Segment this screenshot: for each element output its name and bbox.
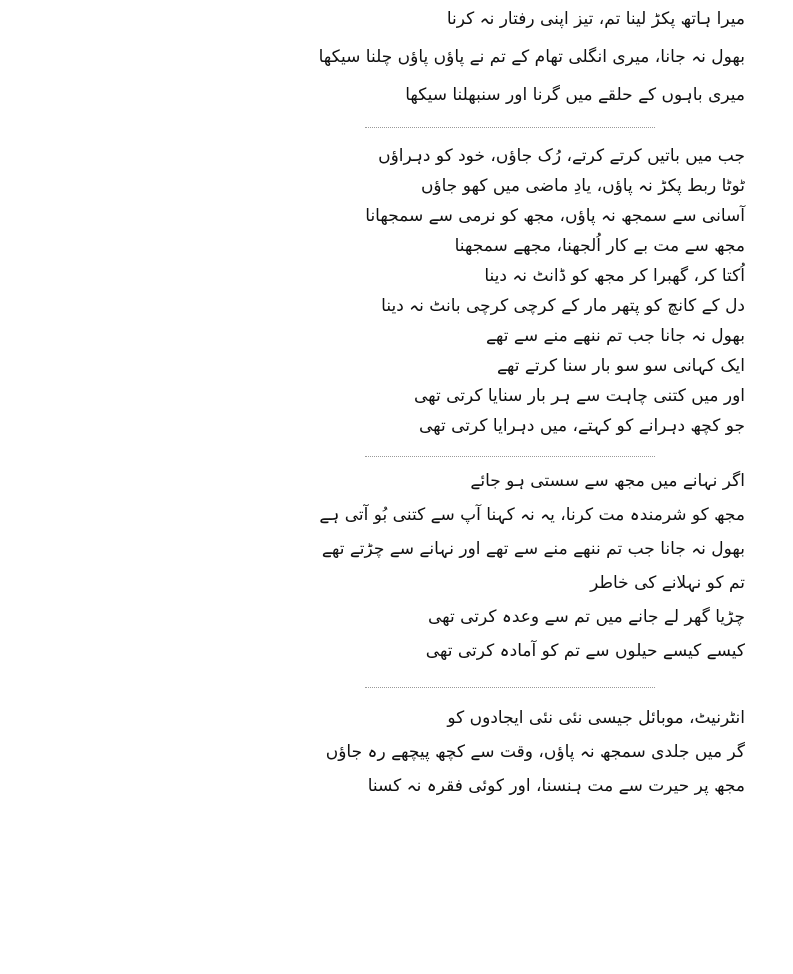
poem-line: تم کو نہلانے کی خاطر — [590, 573, 745, 593]
poem-line: بھول نہ جانا جب تم ننھے منے سے تھے — [485, 326, 745, 346]
stanza-1 — [318, 0, 745, 105]
poem-line: ٹوٹا ربط پکڑ نہ پاؤں، یادِ ماضی میں کھو جاؤں — [420, 176, 745, 196]
poem-line: بھول نہ جانا جب تم ننھے منے سے تھے اور نہانے سے چڑتے تھے — [321, 539, 745, 559]
poem-line: ایک کہانی سو سو بار سنا کرتے تھے — [496, 356, 745, 376]
stanza-4 — [325, 688, 745, 796]
poem-line: دل کے کانچ کو پتھر مار کے کرچی کرچی بانٹ نہ دینا — [381, 296, 745, 316]
poem-line: اور میں کتنی چاہت سے ہر بار سنایا کرتی تھی — [413, 386, 745, 406]
poem-line: چڑیا گھر لے جانے میں تم سے وعدہ کرتی تھی — [427, 607, 745, 627]
poem-line: میرا ہاتھ پکڑ لینا تم، تیز اپنی رفتار نہ کرنا — [446, 9, 745, 29]
stanza-3 — [319, 457, 745, 661]
poem-line: میری باہوں کے حلقے میں گرنا اور سنبھلنا سیکھا — [405, 85, 745, 105]
poem-line: گر میں جلدی سمجھ نہ پاؤں، وقت سے کچھ پیچھے رہ جاؤں — [325, 742, 745, 762]
poem-line: مجھ پر حیرت سے مت ہنسنا، اور کوئی فقرہ نہ کسنا — [367, 776, 745, 796]
stanza-2 — [365, 128, 745, 436]
poem-line: بھول نہ جانا، میری انگلی تھام کے تم نے پاؤں پاؤں چلنا سیکھا — [318, 47, 745, 67]
poem-line: انٹرنیٹ، موبائل جیسی نئی نئی ایجادوں کو — [447, 708, 745, 728]
poem — [318, 0, 745, 796]
poem-line: اُکتا کر، گھبرا کر مجھ کو ڈانٹ نہ دینا — [484, 266, 745, 286]
poem-line: آسانی سے سمجھ نہ پاؤں، مجھ کو نرمی سے سمجھانا — [365, 206, 745, 226]
poem-line: اگر نہانے میں مجھ سے سستی ہو جائے — [470, 471, 745, 491]
poem-line: مجھ سے مت بے کار اُلجھنا، مجھے سمجھنا — [454, 236, 745, 256]
poem-line: مجھ کو شرمندہ مت کرنا، یہ نہ کہنا آپ سے کتنی بُو آتی ہے — [319, 505, 745, 525]
poem-line: جو کچھ دہرانے کو کہتے، میں دہرایا کرتی تھی — [419, 416, 745, 436]
poem-line: کیسے کیسے حیلوں سے تم کو آمادہ کرتی تھی — [425, 641, 745, 661]
poem-line: جب میں باتیں کرتے کرتے، رُک جاؤں، خود کو دہراؤں — [378, 146, 745, 166]
